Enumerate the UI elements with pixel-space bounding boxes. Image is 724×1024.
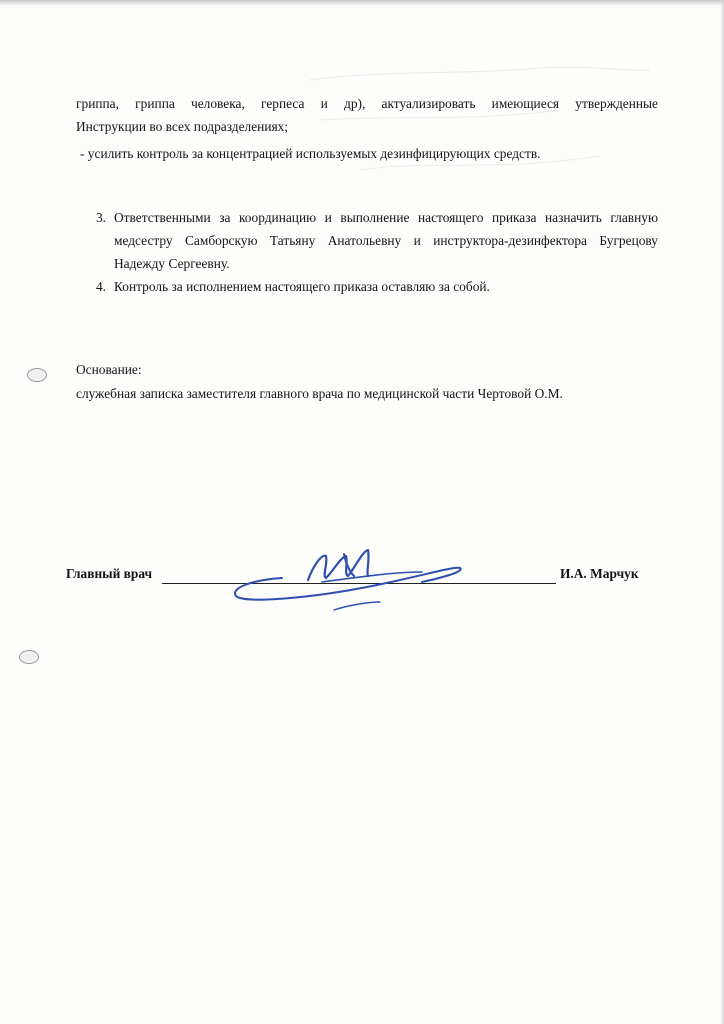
continuation-line-1: гриппа, гриппа человека, герпеса и др), актуализировать имеющиеся утвержденные — [76, 96, 658, 111]
list-item-4 — [76, 275, 658, 298]
list-item-3 — [76, 206, 658, 275]
handwritten-signature — [222, 542, 482, 622]
punch-hole-upper — [27, 368, 47, 382]
list-item-number: 3. — [95, 210, 106, 225]
list-item-body — [114, 275, 658, 298]
scan-edge-top — [0, 0, 724, 6]
punch-hole-lower — [19, 650, 39, 664]
list-item-number: 4. — [95, 279, 106, 294]
continuation-line-2: Инструкции во всех подразделениях; — [76, 119, 289, 134]
list-item-line: Надежду Сергеевну. — [114, 256, 230, 271]
basis-section — [76, 358, 563, 406]
list-item-body — [114, 206, 658, 275]
dash-item-text: - усилить контроль за концентрацией используемых дезинфицирующих средств. — [80, 146, 541, 161]
list-item-line: Ответственными за координацию и выполнение настоящего приказа назначить главную — [114, 210, 658, 225]
dash-item — [80, 142, 662, 165]
numbered-list — [76, 206, 658, 298]
list-item-line: медсестру Самборскую Татьяну Анатольевну и инструктора-дезинфектора Бугрецову — [114, 233, 658, 248]
scan-edge-right — [720, 0, 724, 1024]
basis-text: служебная записка заместителя главного врача по медицинской части Чертовой О.М. — [76, 386, 563, 401]
continuation-paragraph — [76, 92, 658, 138]
signatory-name: И.А. Марчук — [560, 566, 639, 581]
signatory-title: Главный врач — [66, 566, 153, 581]
list-item-line: Контроль за исполнением настоящего приказа оставляю за собой. — [114, 279, 490, 294]
basis-label: Основание: — [76, 362, 142, 377]
